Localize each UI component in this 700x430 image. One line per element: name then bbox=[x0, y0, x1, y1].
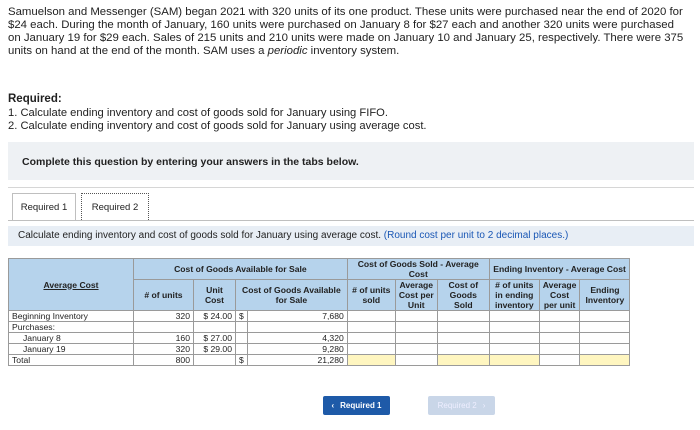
col-units-sold: # of units sold bbox=[347, 280, 395, 311]
table-row bbox=[9, 333, 630, 344]
problem-statement bbox=[8, 6, 694, 58]
cell-units: 800 bbox=[134, 355, 194, 366]
cell-empty bbox=[194, 322, 236, 333]
col-unit-cost: Unit Cost bbox=[194, 280, 236, 311]
prev-button-label: Required 1 bbox=[340, 401, 382, 410]
cell-input[interactable] bbox=[395, 344, 437, 355]
cell-empty bbox=[194, 355, 236, 366]
cell-input[interactable] bbox=[395, 333, 437, 344]
banner-text: Complete this question by entering your answers in the tabs below. bbox=[22, 156, 359, 168]
tab-divider bbox=[8, 220, 694, 221]
cell-input[interactable] bbox=[580, 344, 630, 355]
prev-button[interactable] bbox=[323, 396, 390, 415]
cell-empty bbox=[580, 322, 630, 333]
cell-empty bbox=[395, 322, 437, 333]
cell-empty bbox=[437, 322, 489, 333]
cell-input[interactable] bbox=[489, 333, 539, 344]
average-cost-table bbox=[8, 258, 630, 366]
cell-units: 320 bbox=[134, 311, 194, 322]
cell-cgas: 21,280 bbox=[247, 355, 347, 366]
problem-line-4c: inventory system. bbox=[307, 45, 400, 57]
col-cogs: Cost of Goods Sold bbox=[437, 280, 489, 311]
cell-empty bbox=[236, 333, 248, 344]
cell-input[interactable] bbox=[437, 333, 489, 344]
cell-input[interactable] bbox=[539, 344, 580, 355]
next-button-label: Required 2 bbox=[437, 401, 477, 410]
cell-empty bbox=[489, 322, 539, 333]
group-header-cgas: Cost of Goods Available for Sale bbox=[134, 259, 348, 280]
row-label: Beginning Inventory bbox=[9, 311, 134, 322]
cell-empty bbox=[395, 355, 437, 366]
cell-unit-cost: $ 27.00 bbox=[194, 333, 236, 344]
problem-line-3: on January 19 for $29 each. Sales of 215 units and 210 units were made on January 10 and January 25, respectively. There were 375 bbox=[8, 32, 684, 44]
table-row bbox=[9, 344, 630, 355]
cell-input[interactable] bbox=[347, 344, 395, 355]
tab-required-2[interactable]: Required 2 bbox=[81, 193, 149, 220]
cell-input[interactable] bbox=[347, 333, 395, 344]
cell-input[interactable] bbox=[437, 311, 489, 322]
table-row bbox=[9, 311, 630, 322]
tab-required-1[interactable]: Required 1 bbox=[12, 193, 76, 220]
chevron-left-icon: ‹ bbox=[331, 401, 335, 410]
cell-input[interactable] bbox=[437, 344, 489, 355]
chevron-right-icon: › bbox=[482, 401, 486, 410]
cell-input[interactable] bbox=[580, 333, 630, 344]
cell-empty bbox=[134, 322, 194, 333]
cell-empty bbox=[539, 355, 580, 366]
table-row bbox=[9, 355, 630, 366]
cell-input-total[interactable] bbox=[489, 355, 539, 366]
cell-unit-cost: $ 29.00 bbox=[194, 344, 236, 355]
cell-input-total[interactable] bbox=[347, 355, 395, 366]
cell-input[interactable] bbox=[347, 311, 395, 322]
row-label: Total bbox=[9, 355, 134, 366]
cell-input[interactable] bbox=[395, 311, 437, 322]
cell-input-total[interactable] bbox=[437, 355, 489, 366]
row-label: January 19 bbox=[9, 344, 134, 355]
cell-cgas: 7,680 bbox=[247, 311, 347, 322]
row-label: Purchases: bbox=[9, 322, 134, 333]
problem-line-4 bbox=[8, 45, 694, 58]
instruction-bar bbox=[8, 226, 694, 246]
col-avg-cost: Average Cost per Unit bbox=[395, 280, 437, 311]
cell-dollar: $ bbox=[236, 311, 248, 322]
col-ending-inv: Ending Inventory bbox=[580, 280, 630, 311]
cell-input[interactable] bbox=[539, 333, 580, 344]
cell-empty bbox=[236, 344, 248, 355]
problem-line-1: Samuelson and Messenger (SAM) began 2021 with 320 units of its one product. These units were purchased near the end of 2020 for bbox=[8, 6, 683, 18]
col-units-end: # of units in ending inventory bbox=[489, 280, 539, 311]
cell-input[interactable] bbox=[539, 311, 580, 322]
cell-empty bbox=[347, 322, 395, 333]
table-title: Average Cost bbox=[9, 259, 134, 311]
cell-input-total[interactable] bbox=[580, 355, 630, 366]
required-item-2: 2. Calculate ending inventory and cost of goods sold for January using average cost. bbox=[8, 120, 427, 132]
cell-empty bbox=[539, 322, 580, 333]
next-button[interactable] bbox=[428, 396, 495, 415]
problem-line-2: $24 each. During the month of January, 160 units were purchased on January 8 for $27 each and another 320 units were purchased bbox=[8, 19, 674, 31]
required-title: Required: bbox=[8, 93, 62, 105]
col-units: # of units bbox=[134, 280, 194, 311]
row-label: January 8 bbox=[9, 333, 134, 344]
cell-empty bbox=[247, 322, 347, 333]
instruction-text: Calculate ending inventory and cost of goods sold for January using average cost. bbox=[18, 230, 381, 241]
required-item-1: 1. Calculate ending inventory and cost of goods sold for January using FIFO. bbox=[8, 107, 388, 119]
table-row bbox=[9, 322, 630, 333]
cell-units: 320 bbox=[134, 344, 194, 355]
rounding-note: (Round cost per unit to 2 decimal places.) bbox=[383, 230, 569, 241]
cell-unit-cost: $ 24.00 bbox=[194, 311, 236, 322]
cell-input[interactable] bbox=[580, 311, 630, 322]
cell-units: 160 bbox=[134, 333, 194, 344]
group-header-ending: Ending Inventory - Average Cost bbox=[489, 259, 630, 280]
cell-empty bbox=[236, 322, 248, 333]
cell-cgas: 9,280 bbox=[247, 344, 347, 355]
problem-line-4b: periodic bbox=[267, 45, 308, 57]
col-avg-cost-2: Average Cost per unit bbox=[539, 280, 580, 311]
problem-line-4a: units on hand at the end of the month. SAM uses a bbox=[8, 45, 268, 57]
cell-input[interactable] bbox=[489, 311, 539, 322]
cell-dollar: $ bbox=[236, 355, 248, 366]
col-cgas: Cost of Goods Available for Sale bbox=[236, 280, 348, 311]
cell-cgas: 4,320 bbox=[247, 333, 347, 344]
cell-input[interactable] bbox=[489, 344, 539, 355]
group-header-cogs: Cost of Goods Sold - Average Cost bbox=[347, 259, 489, 280]
